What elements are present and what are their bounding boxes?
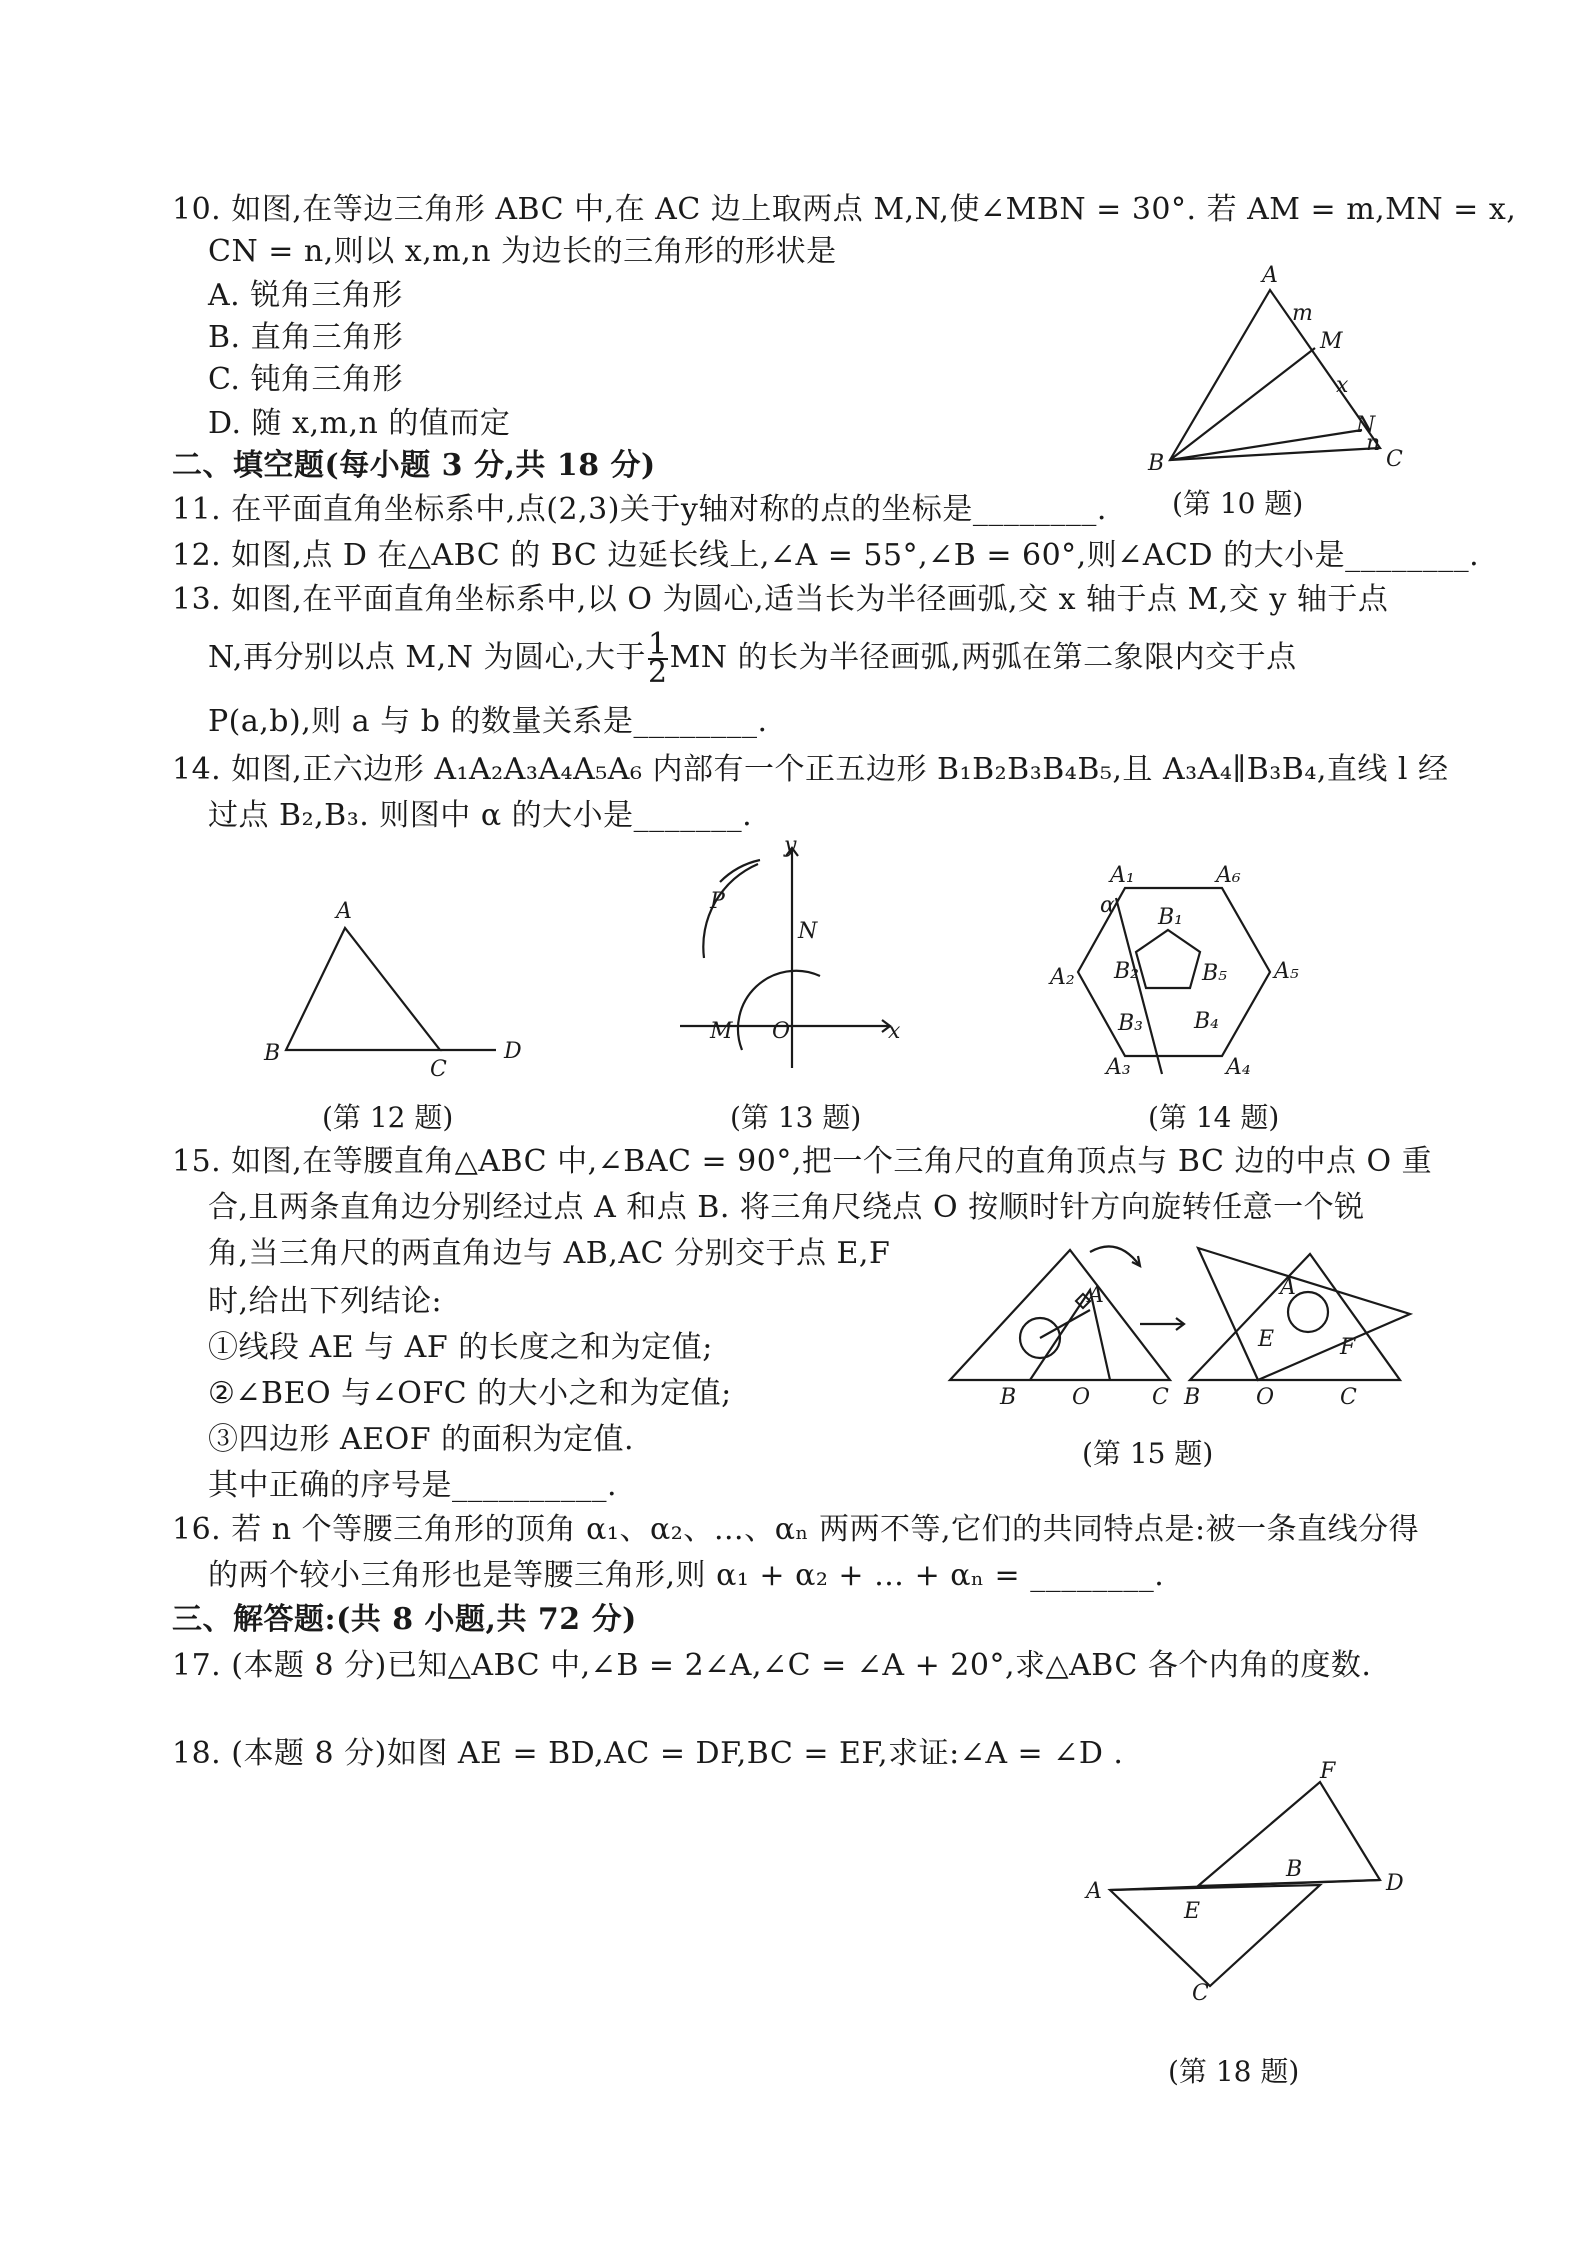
q10-option-b: B. 直角三角形	[208, 320, 404, 355]
fig14-label-b2: B₂	[1114, 959, 1139, 984]
fig18-label-d: D	[1386, 1871, 1404, 1896]
fig15-left-triangle	[950, 1250, 1170, 1380]
q13-line2	[208, 627, 1297, 690]
fig15-right-label-e: E	[1258, 1327, 1275, 1352]
fig15-left-label-c: C	[1152, 1385, 1169, 1410]
figure-12	[260, 890, 540, 1080]
fig12-caption: (第 12 题)	[322, 1101, 454, 1134]
fig18-label-c: C	[1192, 1981, 1209, 2006]
fig18-label-e: E	[1184, 1899, 1201, 1924]
fig18-label-b: B	[1286, 1857, 1303, 1882]
fig15-left-label-o: O	[1072, 1385, 1091, 1410]
fig10-segment-bm	[1170, 348, 1315, 460]
q15-line3: 角,当三角尺的两直角边与 AB,AC 分别交于点 E,F	[208, 1236, 891, 1271]
q10-line1: 10. 如图,在等边三角形 ABC 中,在 AC 边上取两点 M,N,使∠MBN = 30°. 若 AM = m,MN = x,	[172, 192, 1517, 227]
fig18-label-f: F	[1320, 1759, 1336, 1784]
q14-line2: 过点 B₂,B₃. 则图中 α 的大小是_______.	[208, 798, 753, 833]
q16-line1: 16. 若 n 个等腰三角形的顶角 α₁、α₂、…、αₙ 两两不等,它们的共同特点是:被一条直线分得	[172, 1512, 1420, 1547]
fig15-caption: (第 15 题)	[1082, 1437, 1214, 1470]
q18: 18. (本题 8 分)如图 AE = BD,AC = DF,BC = EF,求证:∠A = ∠D .	[172, 1736, 1124, 1771]
fig13-arc-from-n	[720, 860, 760, 882]
q14-line1: 14. 如图,正六边形 A₁A₂A₃A₄A₅A₆ 内部有一个正五边形 B₁B₂B₃B₄B₅,且 A₃A₄∥B₃B₄,直线 l 经	[172, 752, 1449, 787]
q15-conclusion-3: ③四边形 AEOF 的面积为定值.	[208, 1422, 635, 1457]
figure-10	[1140, 260, 1420, 480]
q10-line2: CN = n,则以 x,m,n 为边长的三角形的形状是	[208, 234, 837, 269]
fig15-left-inner	[1040, 1310, 1090, 1338]
q15-answer-line: 其中正确的序号是__________.	[208, 1468, 618, 1503]
fig14-line-l	[1116, 898, 1162, 1074]
fig13-label-m: M	[710, 1019, 733, 1044]
q13-line3: P(a,b),则 a 与 b 的数量关系是________.	[208, 704, 768, 739]
fig14-label-b5: B₅	[1202, 961, 1227, 986]
fig13-label-x: x	[888, 1019, 901, 1044]
fig14-label-b1: B₁	[1158, 905, 1183, 930]
fig18-label-a: A	[1086, 1879, 1102, 1904]
fig10-label-b: B	[1148, 451, 1165, 476]
fig13-label-p: P	[710, 889, 725, 914]
fig14-label-a3: A₃	[1106, 1055, 1131, 1080]
q15-conclusion-2: ②∠BEO 与∠OFC 的大小之和为定值;	[208, 1376, 732, 1411]
q10-option-c: C. 钝角三角形	[208, 362, 403, 397]
fig15-right-label-b: B	[1184, 1385, 1201, 1410]
fig10-label-m-lower: m	[1292, 301, 1313, 326]
figure-15	[940, 1230, 1420, 1420]
fraction-numerator: 1	[647, 627, 668, 662]
fig14-label-a6: A₆	[1216, 863, 1241, 888]
fig15-right-label-o: O	[1256, 1385, 1275, 1410]
q17: 17. (本题 8 分)已知△ABC 中,∠B = 2∠A,∠C = ∠A + 20°,求△ABC 各个内角的度数.	[172, 1648, 1372, 1683]
q13-line2-end: MN 的长为半径画弧,两弧在第二象限内交于点	[669, 640, 1297, 675]
fig14-caption: (第 14 题)	[1148, 1101, 1280, 1134]
fig12-label-c: C	[430, 1057, 447, 1082]
fig13-label-o: O	[772, 1019, 791, 1044]
fraction-one-half	[647, 627, 668, 690]
fig10-caption: (第 10 题)	[1172, 487, 1304, 520]
fig13-label-n: N	[798, 919, 818, 944]
fig15-left-label-a: A	[1088, 1283, 1104, 1308]
fig15-right-label-c: C	[1340, 1385, 1357, 1410]
q15-line2: 合,且两条直角边分别经过点 A 和点 B. 将三角尺绕点 O 按顺时针方向旋转任意一个锐	[208, 1190, 1365, 1225]
fig13-label-y: y	[784, 833, 797, 858]
fig12-triangle	[286, 928, 440, 1050]
fig15-right-label-a: A	[1280, 1275, 1296, 1300]
fig12-label-b: B	[264, 1041, 281, 1066]
fig15-right-triangle	[1190, 1254, 1400, 1380]
fig15-right-ruler	[1198, 1248, 1410, 1380]
q15-conclusion-1: ①线段 AE 与 AF 的长度之和为定值;	[208, 1330, 713, 1365]
fig14-label-alpha: α	[1100, 893, 1115, 918]
fig14-label-a4: A₄	[1226, 1055, 1251, 1080]
fig18-caption: (第 18 题)	[1168, 2055, 1300, 2088]
fig14-label-a2: A₂	[1050, 965, 1075, 990]
q15-line4: 时,给出下列结论:	[208, 1284, 443, 1319]
figure-18	[1080, 1759, 1420, 2006]
fig14-label-a5: A₅	[1274, 959, 1299, 984]
fig10-label-n-lower: n	[1366, 431, 1381, 456]
figure-14	[1050, 860, 1310, 1090]
fig14-pentagon	[1136, 930, 1200, 988]
figure-13	[670, 833, 910, 1080]
q16-line2: 的两个较小三角形也是等腰三角形,则 α₁ + α₂ + … + αₙ = ________.	[208, 1558, 1165, 1593]
fig10-label-n: N	[1356, 413, 1376, 438]
fig12-label-d: D	[504, 1039, 522, 1064]
q10-option-a: A. 锐角三角形	[208, 278, 403, 313]
fig10-label-c: C	[1386, 447, 1403, 472]
q13-line1: 13. 如图,在平面直角坐标系中,以 O 为圆心,适当长为半径画弧,交 x 轴于点 M,交 y 轴于点	[172, 582, 1389, 617]
fig14-label-b4: B₄	[1194, 1009, 1219, 1034]
fig14-label-a1: A₁	[1110, 863, 1135, 888]
fig15-right-label-f: F	[1340, 1335, 1356, 1360]
q12: 12. 如图,点 D 在△ABC 的 BC 边延长线上,∠A = 55°,∠B = 60°,则∠ACD 的大小是________.	[172, 538, 1480, 573]
fig14-label-b3: B₃	[1118, 1011, 1143, 1036]
q11: 11. 在平面直角坐标系中,点(2,3)关于y轴对称的点的坐标是________.	[172, 492, 1107, 527]
fig10-label-x: x	[1336, 373, 1349, 398]
q13-line2-start: N,再分别以点 M,N 为圆心,大于	[208, 640, 646, 675]
q10-option-d: D. 随 x,m,n 的值而定	[208, 406, 511, 441]
q15-line1: 15. 如图,在等腰直角△ABC 中,∠BAC = 90°,把一个三角尺的直角顶点与 BC 边的中点 O 重	[172, 1144, 1433, 1179]
fig13-caption: (第 13 题)	[730, 1101, 862, 1134]
fig12-label-a: A	[336, 899, 352, 924]
fig15-left-label-b: B	[1000, 1385, 1017, 1410]
fig18-triangle-abc	[1110, 1885, 1320, 1986]
fig10-label-m: M	[1320, 329, 1343, 354]
section-solutions-title: 三、解答题:(共 8 小题,共 72 分)	[172, 1602, 637, 1637]
section-fill-in-title: 二、填空题(每小题 3 分,共 18 分)	[172, 448, 656, 483]
fraction-denominator: 2	[647, 655, 668, 690]
fig10-label-a: A	[1262, 263, 1278, 288]
